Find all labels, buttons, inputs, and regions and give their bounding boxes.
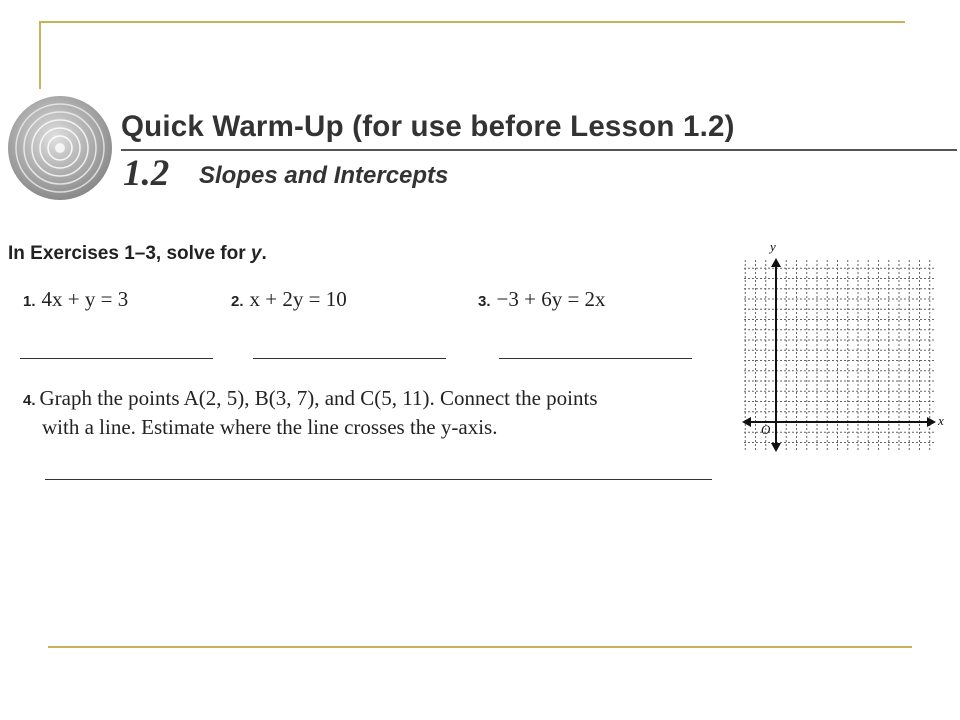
answer-line-3[interactable] [499,358,692,359]
y-axis-label: y [770,239,776,254]
y-axis-down-arrow [771,443,781,452]
answer-line-4[interactable] [45,479,712,480]
origin-label: O [761,422,771,437]
exercise-3-equation: −3 + 6y = 2x [496,287,606,311]
exercise-2 [231,287,347,312]
instructions-variable: y [250,243,262,264]
exercise-2-equation: x + 2y = 10 [249,287,347,311]
exercise-1-number: 1. [23,293,36,310]
coordinate-grid [736,236,952,458]
lesson-title: Slopes and Intercepts [199,162,449,189]
x-axis-label: x [938,413,944,428]
concentric-circles-logo [6,94,114,202]
y-axis-up-arrow [771,258,781,267]
exercise-1-equation: 4x + y = 3 [41,287,129,311]
answer-line-1[interactable] [20,358,213,359]
worksheet-title: Quick Warm-Up (for use before Lesson 1.2) [121,110,735,143]
exercise-4 [23,385,723,441]
exercise-4-line-2: with a line. Estimate where the line crosses the y-axis. [42,415,498,439]
answer-line-2[interactable] [253,358,446,359]
instructions [8,243,267,265]
bottom-frame-rule [48,646,912,648]
exercise-3 [478,287,606,312]
exercise-1 [23,287,128,312]
x-axis-left-arrow [742,417,751,427]
title-underline [121,149,957,151]
left-frame-rule [39,21,41,89]
instructions-prefix: In Exercises 1–3, solve for [8,243,251,264]
lesson-number: 1.2 [123,153,170,194]
exercise-4-line-1: Graph the points A(2, 5), B(3, 7), and C(5, 11). Connect the points [39,386,598,410]
exercise-4-number: 4. [23,392,36,409]
instructions-suffix: . [261,243,267,264]
exercise-2-number: 2. [231,293,244,310]
top-frame-rule [39,21,905,23]
x-axis-right-arrow [927,417,936,427]
exercise-3-number: 3. [478,293,491,310]
